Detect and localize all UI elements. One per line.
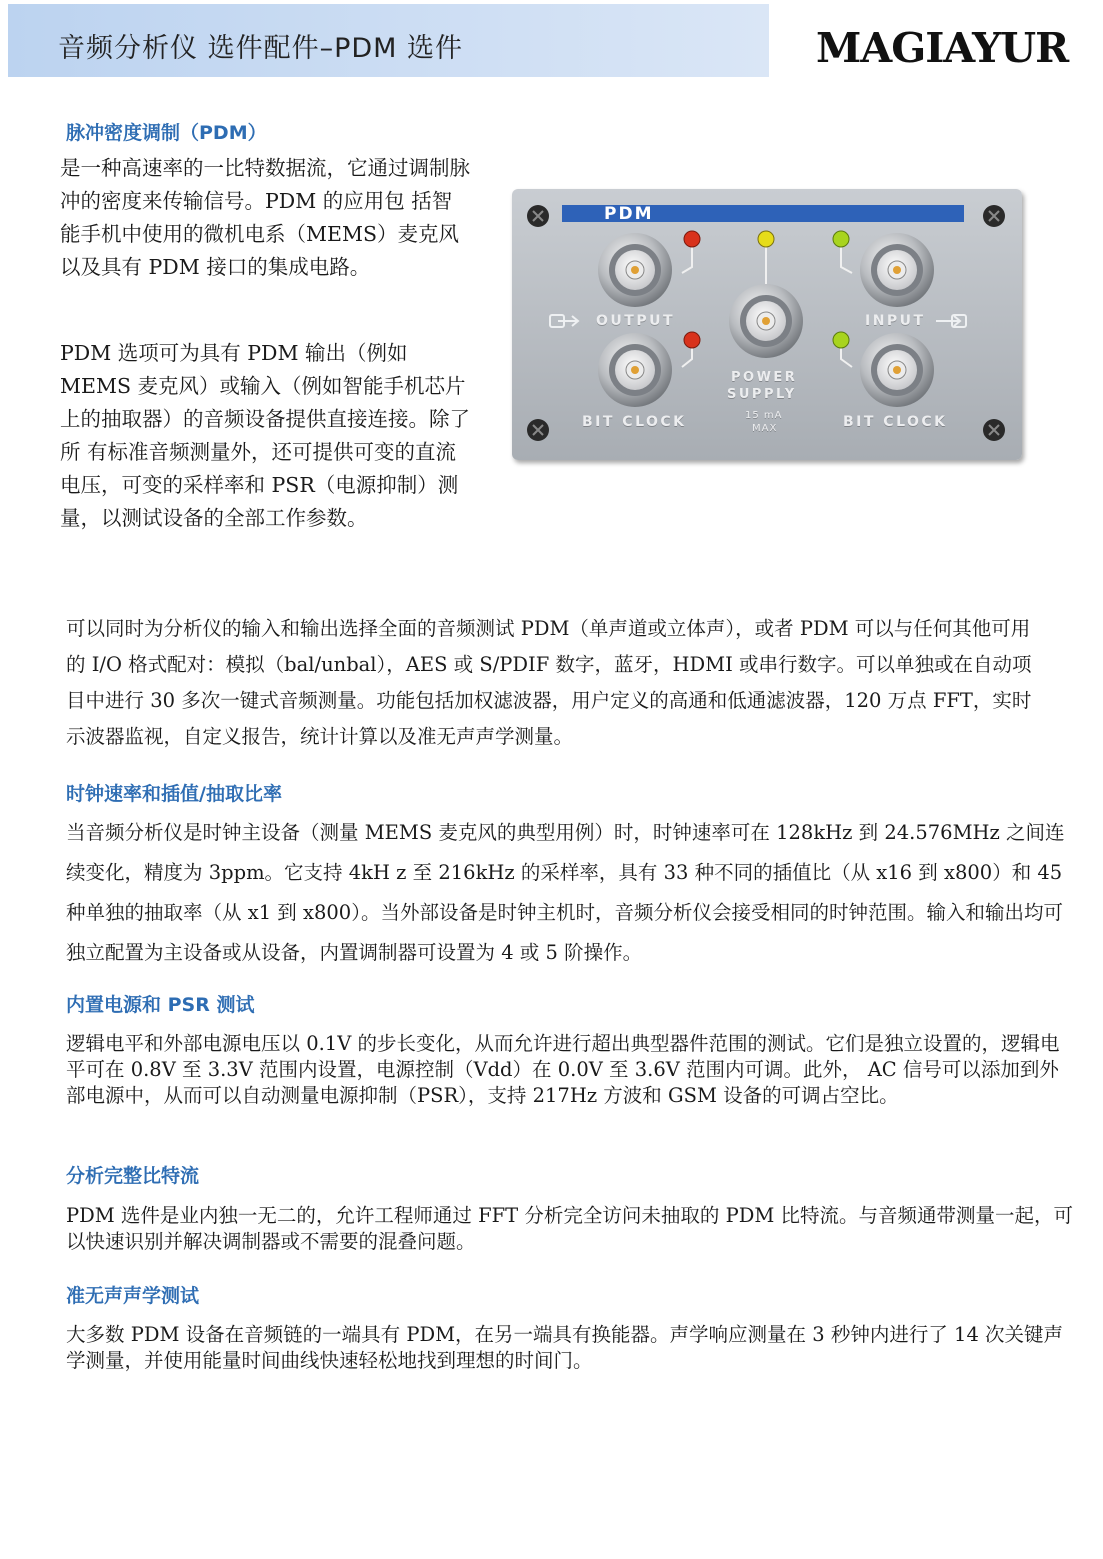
bnc-output-connector [598,233,672,307]
panel-label-current: 15 mA [745,410,783,421]
page-title: 音频分析仪 选件配件–PDM 选件 [58,33,464,64]
panel-label-bit-clock-left: BIT CLOCK [582,414,687,430]
bnc-power-supply-connector [729,284,803,358]
led-green-input [833,231,849,247]
bitstream-paragraph: PDM 选件是业内独一无二的，允许工程师通过 FFT 分析完全访问未抽取的 PDM 比特流。与音频通带测量一起，可以快速识别并解决调制器或不需要的混叠问题。 [66,1204,1074,1253]
heading-bitstream: 分析完整比特流 [66,1165,200,1187]
heading-acoustic: 准无声声学测试 [66,1285,200,1307]
pdm-panel-image [512,189,1022,460]
led-red-bit-clock [684,332,700,348]
acoustic-paragraph: 大多数 PDM 设备在音频链的一端具有 PDM，在另一端具有换能器。声学响应测量在 3 秒钟内进行了 14 次关键声学测量，并使用能量时间曲线快速轻松地找到理想的时间门。 [66,1323,1064,1372]
heading-power: 内置电源和 PSR 测试 [66,994,255,1016]
panel-label-max: MAX [752,423,778,434]
screw-icon [983,205,1005,227]
heading-pdm: 脉冲密度调制（PDM） [66,122,267,144]
input-arrow-icon [936,315,966,327]
brand-logo-text: MAGIAYUR [816,24,1069,72]
panel-label-output: OUTPUT [596,313,675,329]
overview-paragraph: 可以同时为分析仪的输入和输出选择全面的音频测试 PDM（单声道或立体声），或者 PDM 可以与任何其他可用的 I/O 格式配对：模拟（bal/unbal），AES 或 S/PDIF 数字，蓝牙，HDMI 或串行数字。可以单独或在自动项目中进行 30 多次一键式音频测量。功能包括加权滤波器，用户定义的高通和低通滤波器，120 万点 FFT，实时示波器监视，自定义报告，统计计算以及准无声声学测量。 [66,617,1032,748]
led-green-bit-clock [833,332,849,348]
bnc-bit-clock-in-connector [860,333,934,407]
panel-banner-label: PDM [604,204,654,224]
bnc-input-connector [860,233,934,307]
panel-label-supply: SUPPLY [727,387,797,402]
screw-icon [527,419,549,441]
output-arrow-icon [550,315,578,327]
clock-paragraph: 当音频分析仪是时钟主设备（测量 MEMS 麦克风的典型用例）时，时钟速率可在 128kHz 到 24.576MHz 之间连续变化，精度为 3ppm。它支持 4kH z 至 216kHz 的采样率，具有 33 种不同的插值比（从 x16 到 x800）和 45 种单独的抽取率（从 x1 到 x800）。当外部设备是时钟主机时，音频分析仪会接受相同的时钟范围。输入和输出均可独立配置为主设备或从设备，内置调制器可设置为 4 或 5 阶操作。 [66,821,1065,964]
led-yellow-power [758,231,774,247]
intro-paragraph-2: PDM 选项可为具有 PDM 输出（例如 MEMS 麦克风）或输入（例如智能手机芯片上的抽取器）的音频设备提供直接连接。除了所 有标准音频测量外，还可提供可变的直流电压，可变的采样率和 PSR（电源抑制）测量，以测试设备的全部工作参数。 [60,341,470,530]
power-paragraph: 逻辑电平和外部电源电压以 0.1V 的步长变化，从而允许进行超出典型器件范围的测试。它们是独立设置的，逻辑电平可在 0.8V 至 3.3V 范围内设置，电源控制（Vdd）在 0.0V 至 3.6V 范围内可调。此外， AC 信号可以添加到外部电源中，从而可以自动测量电源抑制（PSR），支持 217Hz 方波和 GSM 设备的可调占空比。 [66,1032,1060,1107]
panel-label-bit-clock-right: BIT CLOCK [843,414,948,430]
panel-label-input: INPUT [865,313,926,329]
header-band [8,4,769,77]
bnc-bit-clock-out-connector [598,333,672,407]
heading-clock: 时钟速率和插值/抽取比率 [66,783,282,805]
led-red-output [684,231,700,247]
panel-label-power: POWER [731,370,798,385]
brand-logo [816,22,1069,74]
screw-icon [527,205,549,227]
screw-icon [983,419,1005,441]
intro-paragraph-1: 是一种高速率的一比特数据流，它通过调制脉冲的密度来传输信号。PDM 的应用包 括智能手机中使用的微机电系（MEMS）麦克风以及具有 PDM 接口的集成电路。 [60,156,470,279]
